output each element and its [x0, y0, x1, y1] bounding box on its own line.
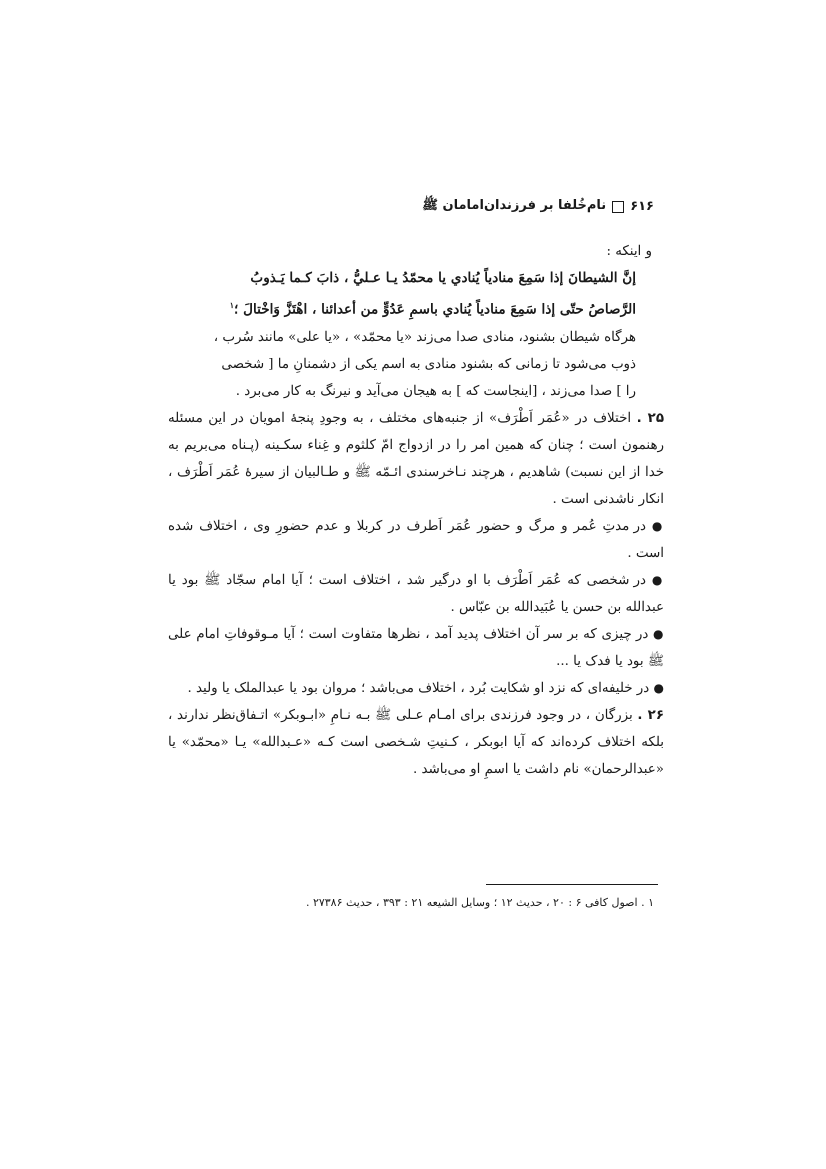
main-text: [168, 238, 664, 783]
persian-translation-line-1: هرگاه شیطان بشنود، منادی صدا می‌زند «یا محمّد» ، «یا علی» مانند سُرب ،: [213, 329, 636, 345]
paragraph-25: ۲۵ . اختلاف در «عُمَر اَطْرَف» از جنبه‌های مختلف ، به وجودِ پنجهٔ امویان در این مسئله رهنمون است ؛ چنان که همین امر را در ازدواج امّ کلثوم و غِناء سکـینه (پـناه می‌بریم به خدا از این نسبت) شاهدیم ، هرچند نـاخرسندی ائـمّه ﷺ و طـالبیان از سیرهٔ عُمَر اَطْرَف ، انکار ناشدنی است .: [168, 410, 664, 507]
bullet-item: ● در شخصی که عُمَر اَطْرَف با او درگیر شد ، اختلاف است ؛ آیا امام سجّاد ﷺ بود یا عبدالله بن حسن یا عُبَیدالله بن عبّاس .: [168, 572, 664, 615]
bullet-icon: ●: [653, 626, 664, 641]
persian-translation-line-3: را ] صدا می‌زند ، [اینجاست که ] به هیجان می‌آید و نیرنگ به کار می‌برد .: [235, 383, 636, 399]
page-number: ۶۱۶: [630, 199, 654, 214]
chapter-title: نام‌خُلفا بر فرزندان‌امامان ﷺ: [422, 198, 607, 213]
square-ornament-icon: [612, 201, 624, 213]
arabic-hadith-line-1: إنَّ الشيطانَ إذا سَمِعَ منادياً يُنادي يا محمّدُ يـا عـليُّ ، ذابَ كـما يَـذوبُ: [250, 270, 636, 286]
footnote-ref: ۱: [229, 300, 235, 310]
running-header: [422, 197, 654, 216]
bullet-item: ● در خلیفه‌ای که نزد او شکایت بُرد ، اختلاف می‌باشد ؛ مروان بود یا عبدالملک یا ولید .: [187, 680, 664, 696]
bullet-icon: ●: [651, 572, 664, 587]
arabic-hadith-line-2: الرَّصاصُ حتّى إذا سَمِعَ منادياً يُنادي باسمِ عَدُوٍّ من أعدائنا ، اهْتَزَّ وَاخْتالَ ؛$^۱$: [229, 300, 636, 318]
bullet-item: ● در مدتِ عُمر و مرگ و حضور عُمَر اَطرف در کربلا و عدم حضورِ وی ، اختلاف شده است .: [168, 518, 664, 561]
bullet-item: ● در چیزی که بر سر آن اختلاف پدید آمد ، نظرها متفاوت است ؛ آیا مـوقوفاتِ امام علی ﷺ بود یا فدک یا ...: [168, 626, 664, 669]
bullet-icon: ●: [651, 518, 664, 533]
paragraph-number: ۲۶ .: [637, 707, 664, 723]
paragraph-number: ۲۵ .: [636, 410, 664, 426]
footnote: ۱ . اصول کافی ۶ : ۲۰ ، حدیث ۱۲ ؛ وسایل الشیعه ۲۱ : ۳۹۳ ، حدیث ۲۷۳۸۶ .: [305, 896, 654, 909]
bullet-icon: ●: [653, 680, 664, 695]
intro-line: و اینکه :: [606, 244, 652, 259]
footnote-divider: [486, 884, 658, 885]
persian-translation-line-2: ذوب می‌شود تا زمانی که بشنود منادی به اسم یکی از دشمنانِ ما [ شخصی: [221, 356, 636, 372]
paragraph-26: ۲۶ . بزرگان ، در وجود فرزندی برای امـام عـلی ﷺ بـه نـامِ «ابـوبکر» اتـفاق‌نظر ندارند ، بلکه اختلاف کرده‌اند که آیا ابوبکر ، کـنیتِ شـخصی است کـه «عـبدالله» یـا «محمّد» یا «عبدالرحمان» نام داشت یا اسمِ او می‌باشد .: [168, 707, 664, 777]
